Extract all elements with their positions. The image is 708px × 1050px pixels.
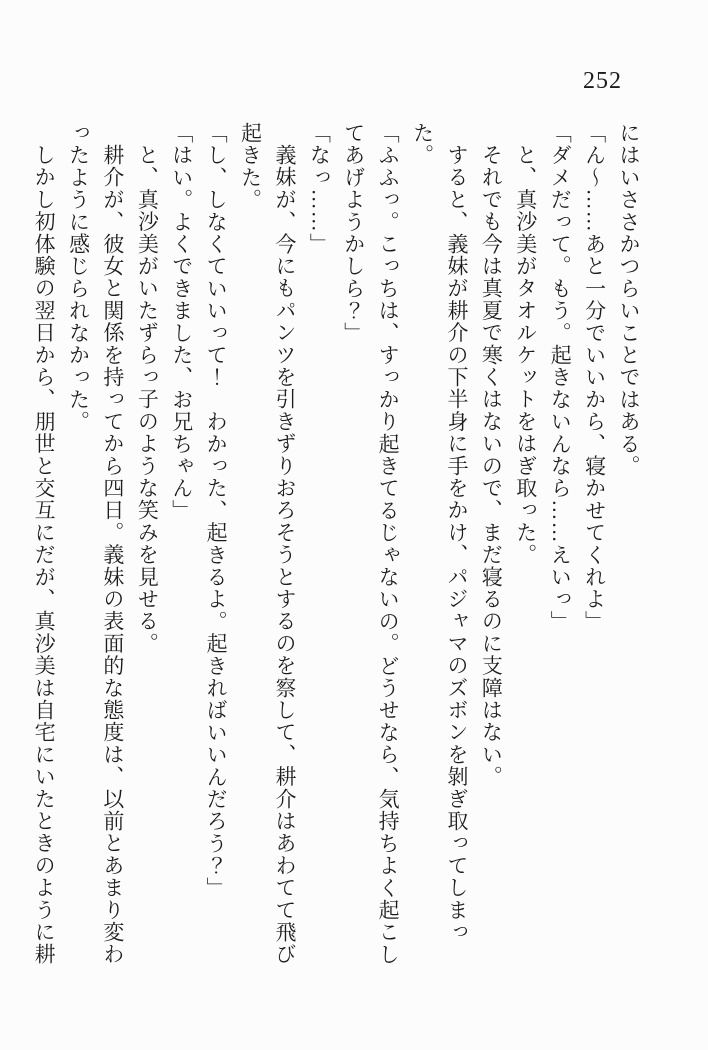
paragraph: 義妹が、今にもパンツを引きずりおろそうとするのを察して、耕介はあわてて飛び起きた。 [238,122,297,966]
paragraph: すると、義妹が耕介の下半身に手をかけ、パジャマのズボンを剝ぎ取ってしまった。 [410,122,469,944]
paragraph: それでも今は真夏で寒くはないので、まだ寝るのに支障はない。 [479,144,504,788]
paragraph: 「ふふっ。こっちは、すっかり起きてるじゃないの。どうせなら、気持ちよく起こしてあげようかしら？」 [341,122,401,966]
paragraph: 耕介が、彼女と関係を持ってから四日。義妹の表面的な態度は、以前とあまり変わったように感じられなかった。 [66,122,125,966]
paragraph: 「ダメだって。もう。起きないんなら……えいっ」 [548,122,573,633]
paragraph: 「ん～……あと一分でいいから、寝かせてくれよ」 [582,122,607,633]
paragraph: と、真沙美がタオルケットをはぎ取った。 [513,144,538,566]
paragraph: にはいささかつらいことではある。 [617,122,641,478]
paragraph: と、真沙美がいたずらっ子のような笑みを見せる。 [135,144,160,655]
page-number: 252 [583,68,622,94]
paragraph: しかし初体験の翌日から、朋世と交互にだが、真沙美は自宅にいたときのように耕 [32,144,57,966]
paragraph: 「なっ……」 [307,122,332,256]
paragraph: 「はい。よくできました、お兄ちゃん」 [169,122,194,522]
paragraph: 「し、しなくていいって！ わかった、起きるよ。起きればいいんだろう？」 [204,122,229,899]
page-text [27,122,646,968]
